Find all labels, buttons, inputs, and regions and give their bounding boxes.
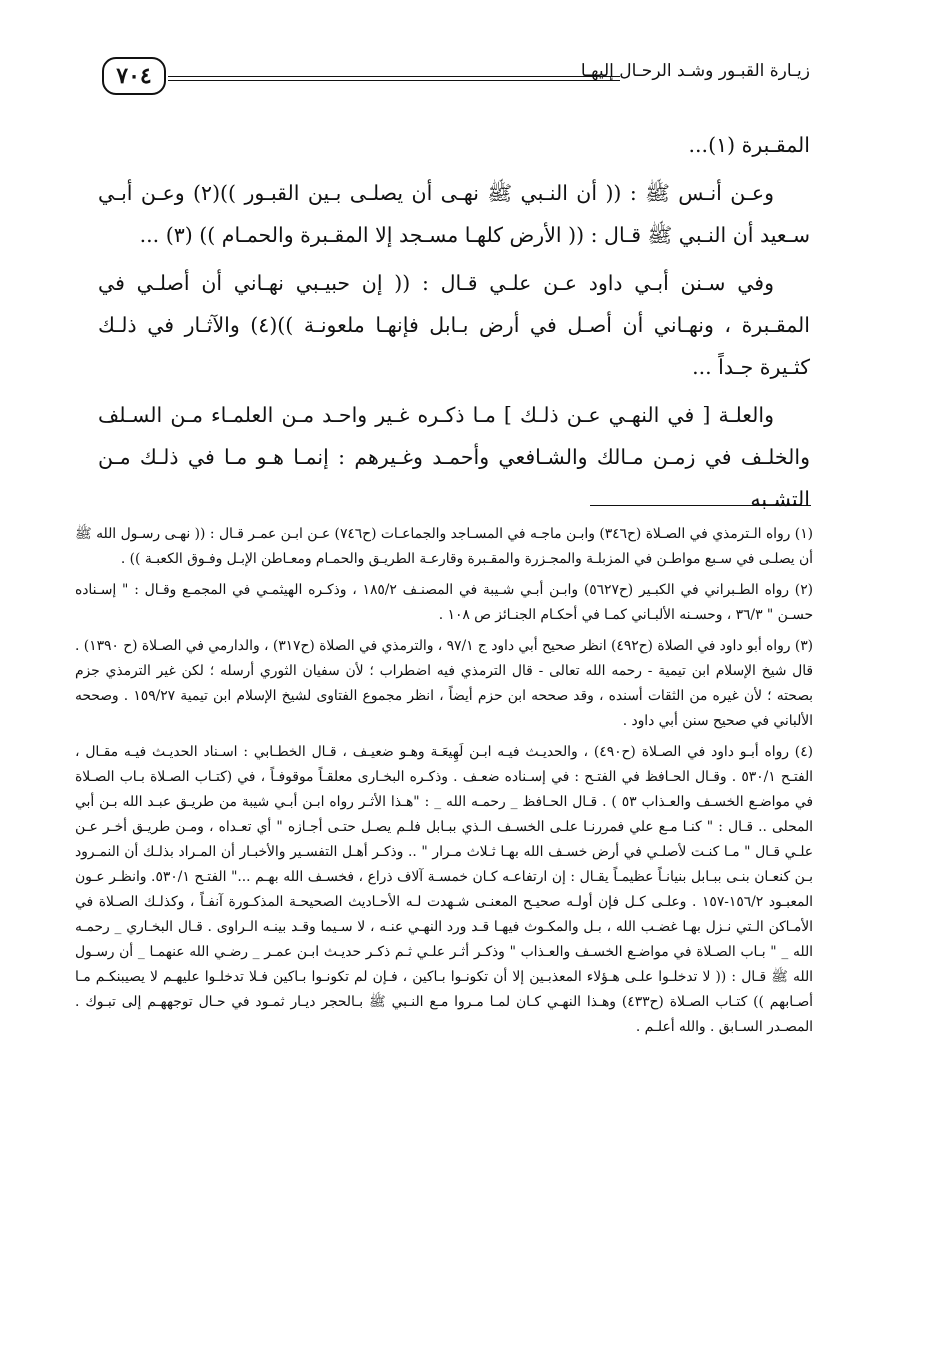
- page-header: [98, 55, 810, 101]
- footnote: (٢) رواه الطـبراني في الكبـير (ح٥٦٢٧) وابـن أبـي شـيبة في المصنـف ١٨٥/٢ ، وذكـره الهيثمـي في المجمـع وقـال : " إسـناده حسـن " ٣٦/٣ ، وحسـنه الألبـاني كمـا في أحكـام الجنـائز ص ١٠٨ .: [75, 582, 813, 623]
- footnotes: [75, 522, 813, 1046]
- body-paragraph: وفي سـنن أبـي داود عـن علـي قـال : (( إن حبيـبي نهـاني أن أصلـي في المقـبرة ، ونهـاني أن أصـل في أرض بـابل فإنهـا ملعونـة ))(٤) والآثـار في ذلـك كثـيرة جـداً ...: [98, 271, 810, 379]
- footnote: (٤) رواه أبـو داود في الصـلاة (ح٤٩٠) ، والحديـث فيـه ابـن لَهِيعَـة وهـو ضعيـف ، قـال الخطـابي : اسـناد الحديـث فيـه مقـال ، الفتـح ٥٣٠/١ . وقـال الحـافظ في الفتـح : في إسـناده ضعـف . وذكـره البخـارى معلقـاً موقوفـاً ، في (كتـاب الصـلاة بـاب الصـلاة في مواضـع الخسـف والعـذاب ٥٣ ) . قـال الحـافظ _ رحمـه الله _ : "هـذا الأثـر رواه ابـن أبـي شيبة من طريـق عبـد الله بـن أبي المحلى .. قـال : " كنـا مـع علي فمررنـا علـى الخسـف الـذي ببـابل فلـم يصـل حتـى أجـازه " أي تعـداه ، ومـن طريـق أخـر عـن علـي قـال " مـا كنـت لأصلـي في أرض خسـف الله بهـا ثـلاث مـرار " .. وذكـر أهـل التفسـير والأخبـار أن المـراد بذلـك أن النمـرود بـن كنعـان بنـى ببـابل بنيانـاً عظيمـاً يقـال : إن ارتفاعـه كـان خمسـة آلاف ذراع ، فخسـف الله بهـم ..." الفتـح ٥٣٠/١. وانظـر عـون المعبـود ١٥٦/٢-١٥٧ . وعلـى كـل فإن أولـه صحيـح المعنـى شـهدت لـه الأحـاديث الصحيحـة المذكـورة آنفـاً ، وكذلـك الصـلاة في الأمـاكن الـتي نـزل بهـا غضـب الله ، بـل والمكـوث فيهـا قـد ورد النهـي عنـه ، لا سـيما وقـد بينـه الـراوى . قـال البخـاري _ رحمـه الله _ " بـاب الصـلاة في مواضـع الخسـف والعـذاب " وذكـر أثـر علـي ثـم ذكـر حديـث ابـن عمـر _ رضـي الله عنهمـا _ أن رسـول الله ﷺ قـال : (( لا تدخلـوا علـى هـؤلاء المعذبـين إلا أن تكونـوا بـاكين ، فـإن لم تكونـوا بـاكين فـلا تدخلـوا عليهـم لا يصيبنكـم مـا أصـابهم )) كتـاب الصـلاة (ح٤٣٣) وهـذا النهـي كـان لمـا مـروا مـع النـبي ﷺ بـالحجر ديـار ثمـود في حـال توجههـم إلى تبـوك . المصـدر السـابق . والله أعلـم .: [75, 744, 814, 1035]
- main-text: [98, 124, 810, 526]
- header-rule: [168, 76, 620, 77]
- header-rule: [168, 80, 620, 81]
- footnote: (٣) رواه أبو داود في الصلاة (ح٤٩٢) انظر صحيح أبي داود ج ٩٧/١ ، والترمذي في الصلاة (ح٣١٧) ، والدارمي في الصـلاة (ح ١٣٩٠) . قال شيخ الإسلام ابن تيمية - رحمه الله تعالى - قال الترمذي فيه اضطراب ؛ لأن سفيان الثوري أرسله ؛ لكن غير الترمذي جزم بصحته ؛ لأن غيره من الثقات أسنده ، وقد صححه ابن حزم أيضاً ، انظر مجموع الفتاوى لشيخ الإسلام ابن تيمية ١٥٩/٢٧ . وصححه الألباني في صحيح سنن أبي داود .: [75, 638, 814, 729]
- running-title: زيـارة القبـور وشـد الرحـال إليهـا: [580, 61, 810, 81]
- footnote: (١) رواه الـترمذي في الصـلاة (ح٣٤٦) وابـن ماجـه في المسـاجد والجماعـات (ح٧٤٦) عـن ابـن عمـر قـال : (( نهـى رسـول الله ﷺ أن يصلـى في سـبع مواطـن في المزبلـة والمجـزرة والمقـبرة وقارعـة الطريـق والحمـام ومعـاطن الإبـل وفـوق الكعبـة )) .: [75, 526, 813, 567]
- page-number: ٧٠٤: [102, 57, 166, 95]
- footnote-separator: [590, 505, 811, 506]
- body-paragraph: والعلـة [ في النهـي عـن ذلـك ] مـا ذكـره غـير واحـد مـن العلمـاء مـن السـلف والخلـف في زمـن مـالك والشـافعي وأحمـد وغـيرهم : إنمـا هـو مـا في ذلـك مـن التشـبه: [98, 403, 810, 511]
- body-paragraph: المقـبرة (١)...: [688, 133, 810, 157]
- body-paragraph: وعـن أنـس ﷺ : (( أن النـبي ﷺ نهـى أن يصلـى بـين القبـور ))(٢) وعـن أبـي سـعيد أن النـبي ﷺ قـال : (( الأرض كلهـا مسـجد إلا المقـبرة والحمـام )) (٣) ...: [98, 181, 810, 247]
